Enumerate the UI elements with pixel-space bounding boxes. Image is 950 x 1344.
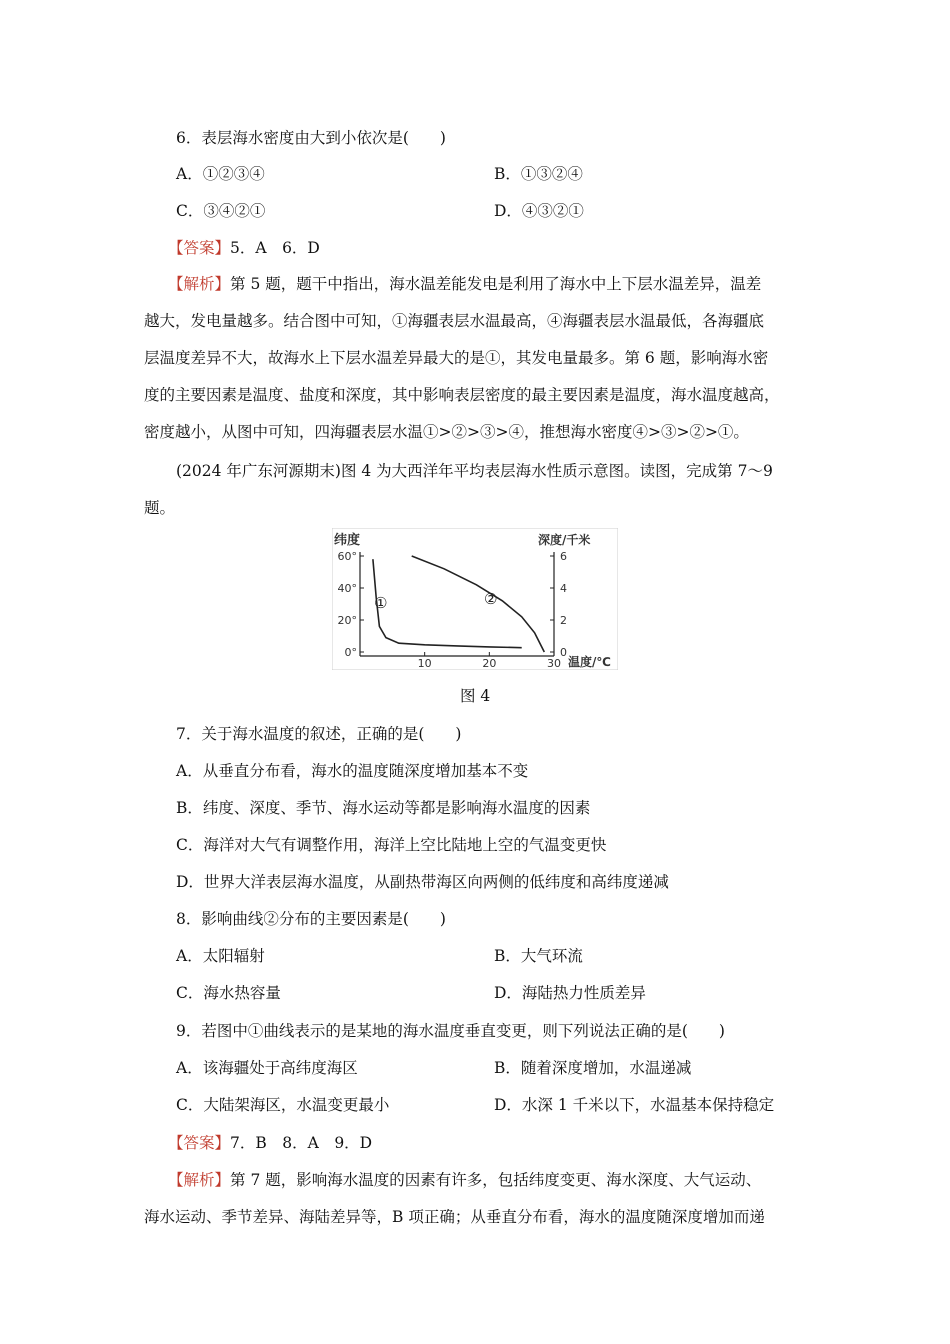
analysis-1-line-1 bbox=[168, 274, 761, 294]
q7-option-d: D．世界大洋表层海水温度，从副热带海区向两侧的低纬度和高纬度递减 bbox=[176, 873, 669, 891]
analysis-tag: 【解析】 bbox=[168, 1171, 231, 1189]
curve-1-label: ① bbox=[374, 594, 388, 612]
figure-4 bbox=[332, 528, 618, 670]
left-axis-title: 纬度 bbox=[334, 533, 361, 548]
right-tick-label: 4 bbox=[560, 582, 567, 595]
figure-chart bbox=[332, 528, 618, 670]
analysis-2-line-1 bbox=[168, 1170, 761, 1190]
right-tick-label: 2 bbox=[560, 614, 567, 627]
intro-line-1: (2024 年广东河源期末)图 4 为大西洋年平均表层海水性质示意图。读图，完成第 7～9 bbox=[176, 462, 773, 480]
q8-option-c: C．海水热容量 bbox=[176, 984, 281, 1002]
q9-stem: 9．若图中①曲线表示的是某地的海水温度垂直变更，则下列说法正确的是( ) bbox=[176, 1022, 725, 1040]
x-tick-label: 10 bbox=[417, 657, 432, 670]
q6-option-a: A．①②③④ bbox=[176, 165, 265, 183]
x-axis-title: 温度/℃ bbox=[568, 655, 611, 669]
analysis-text: 第 5 题，题干中指出，海水温差能发电是利用了海水中上下层水温差异，温差 bbox=[230, 275, 762, 293]
analysis-1-line-2: 越大，发电量越多。结合图中可知，①海疆表层水温最高，④海疆表层水温最低，各海疆底 bbox=[144, 312, 765, 330]
right-tick-label: 0 bbox=[560, 646, 567, 659]
q8-option-a: A．太阳辐射 bbox=[176, 947, 265, 965]
left-tick-label: 20° bbox=[337, 614, 357, 627]
analysis-tag: 【解析】 bbox=[168, 275, 231, 293]
q9-option-d: D．水深 1 千米以下，水温基本保持稳定 bbox=[494, 1096, 775, 1114]
intro-line-2: 题。 bbox=[144, 499, 176, 517]
answer-tag: 【答案】 bbox=[168, 1134, 231, 1152]
analysis-1-line-5: 密度越小，从图中可知，四海疆表层水温①>②>③>④，推想海水密度④>③>②>①。 bbox=[144, 423, 749, 441]
answer-line-1 bbox=[168, 238, 320, 258]
analysis-1-line-3: 层温度差异不大，故海水上下层水温差异最大的是①，其发电量最多。第 6 题，影响海水密 bbox=[144, 349, 769, 367]
q6-option-b: B．①③②④ bbox=[494, 165, 583, 183]
figure-caption: 图 4 bbox=[460, 687, 491, 705]
q7-option-c: C．海洋对大气有调整作用，海洋上空比陆地上空的气温变更快 bbox=[176, 836, 607, 854]
answer-line-2 bbox=[168, 1133, 372, 1153]
q8-stem: 8．影响曲线②分布的主要因素是( ) bbox=[176, 910, 446, 928]
analysis-2-line-2: 海水运动、季节差异、海陆差异等，B 项正确；从垂直分布看，海水的温度随深度增加而递 bbox=[144, 1208, 765, 1226]
q6-option-c: C．③④②① bbox=[176, 202, 266, 220]
answer-tag: 【答案】 bbox=[168, 239, 231, 257]
left-tick-label: 40° bbox=[337, 582, 357, 595]
right-tick-label: 6 bbox=[560, 550, 567, 563]
left-tick-label: 0° bbox=[344, 646, 357, 659]
q9-option-a: A．该海疆处于高纬度海区 bbox=[176, 1059, 358, 1077]
q7-option-b: B．纬度、深度、季节、海水运动等都是影响海水温度的因素 bbox=[176, 799, 591, 817]
answer-text: 5．A 6．D bbox=[230, 239, 320, 257]
q8-option-d: D．海陆热力性质差异 bbox=[494, 984, 646, 1002]
q7-option-a: A．从垂直分布看，海水的温度随深度增加基本不变 bbox=[176, 762, 529, 780]
answer-text: 7．B 8．A 9．D bbox=[230, 1134, 373, 1152]
q6-option-d: D．④③②① bbox=[494, 202, 584, 220]
left-tick-label: 60° bbox=[337, 550, 357, 563]
q8-option-b: B．大气环流 bbox=[494, 947, 583, 965]
q9-option-c: C．大陆架海区，水温变更最小 bbox=[176, 1096, 390, 1114]
curve-2-label: ② bbox=[484, 590, 498, 608]
q9-option-b: B．随着深度增加，水温递减 bbox=[494, 1059, 692, 1077]
x-tick-label: 30 bbox=[547, 657, 561, 670]
analysis-1-line-4: 度的主要因素是温度、盐度和深度，其中影响表层密度的最主要因素是温度，海水温度越高， bbox=[144, 386, 780, 404]
x-tick-label: 20 bbox=[482, 657, 497, 670]
analysis-text: 第 7 题，影响海水温度的因素有许多，包括纬度变更、海水深度、大气运动、 bbox=[230, 1171, 762, 1189]
q7-stem: 7．关于海水温度的叙述，正确的是( ) bbox=[176, 725, 462, 743]
right-axis-title: 深度/千米 bbox=[538, 533, 591, 547]
q6-stem: 6．表层海水密度由大到小依次是( ) bbox=[176, 129, 446, 147]
